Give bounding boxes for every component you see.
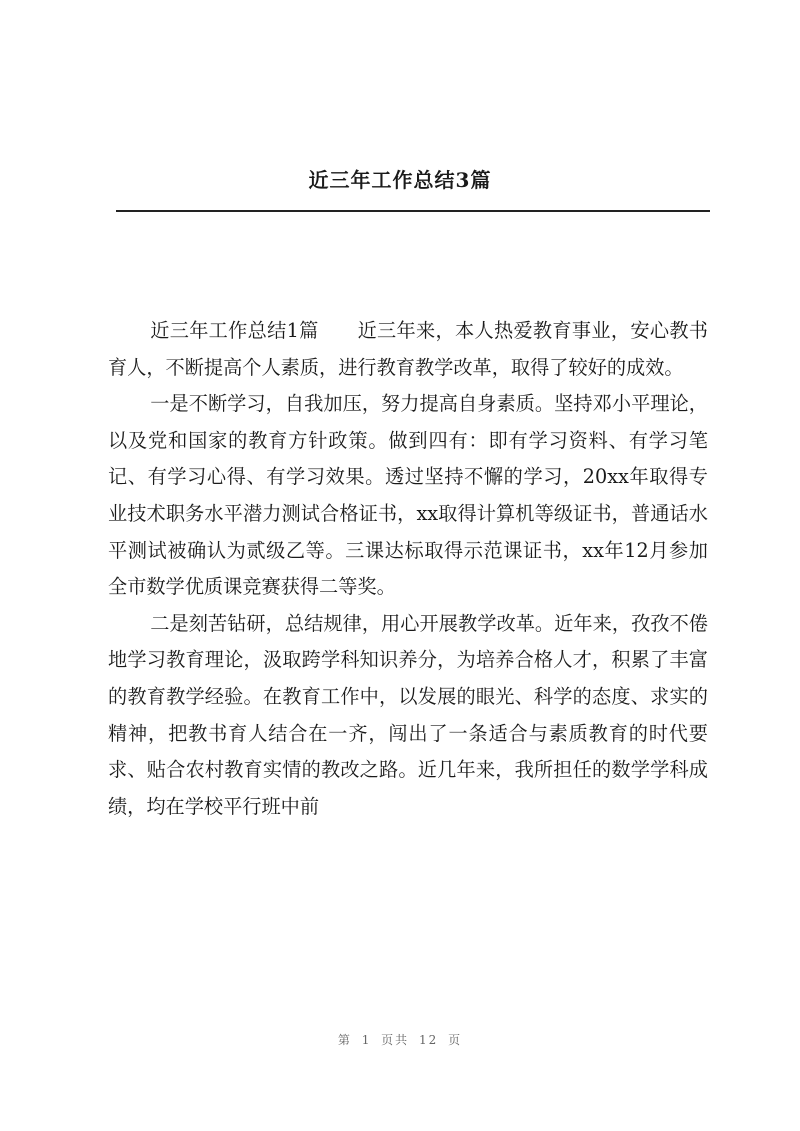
paragraph-3: 二是刻苦钻研，总结规律，用心开展教学改革。近年来，孜孜不倦地学习教育理论，汲取跨学科知识养分，为培养合格人才，积累了丰富的教育教学经验。在教育工作中，以发展的眼光、科学的态度、求实的精神，把教书育人结合在一齐，闯出了一条适合与素质教育的时代要求、贴合农村教育实情的教改之路。近几年来，我所担任的数学学科成绩，均在学校平行班中前 — [108, 611, 708, 818]
page-footer — [0, 1031, 800, 1048]
footer-prefix: 第 — [337, 1033, 352, 1047]
footer-total-pages: 12 — [419, 1033, 439, 1047]
footer-middle: 页共 — [381, 1033, 410, 1047]
footer-current-page: 1 — [361, 1033, 372, 1047]
paragraph-2: 一是不断学习，自我加压，努力提高自身素质。坚持邓小平理论，以及党和国家的教育方针政策。做到四有：即有学习资料、有学习笔记、有学习心得、有学习效果。透过坚持不懈的学习，20xx年取得专业技术职务水平潜力测试合格证书，xx取得计算机等级证书，普通话水平测试被确认为贰级乙等。三课达标取得示范课证书，xx年12月参加全市数学优质课竞赛获得二等奖。 — [108, 392, 708, 599]
title-divider — [116, 210, 710, 212]
document-title: 近三年工作总结3篇 — [308, 168, 492, 192]
footer-suffix: 页 — [448, 1033, 463, 1047]
document-body — [108, 313, 708, 825]
paragraph-1: 近三年工作总结1篇 近三年来，本人热爱教育事业，安心教书育人，不断提高个人素质，进行教育教学改革，取得了较好的成效。 — [108, 319, 708, 379]
